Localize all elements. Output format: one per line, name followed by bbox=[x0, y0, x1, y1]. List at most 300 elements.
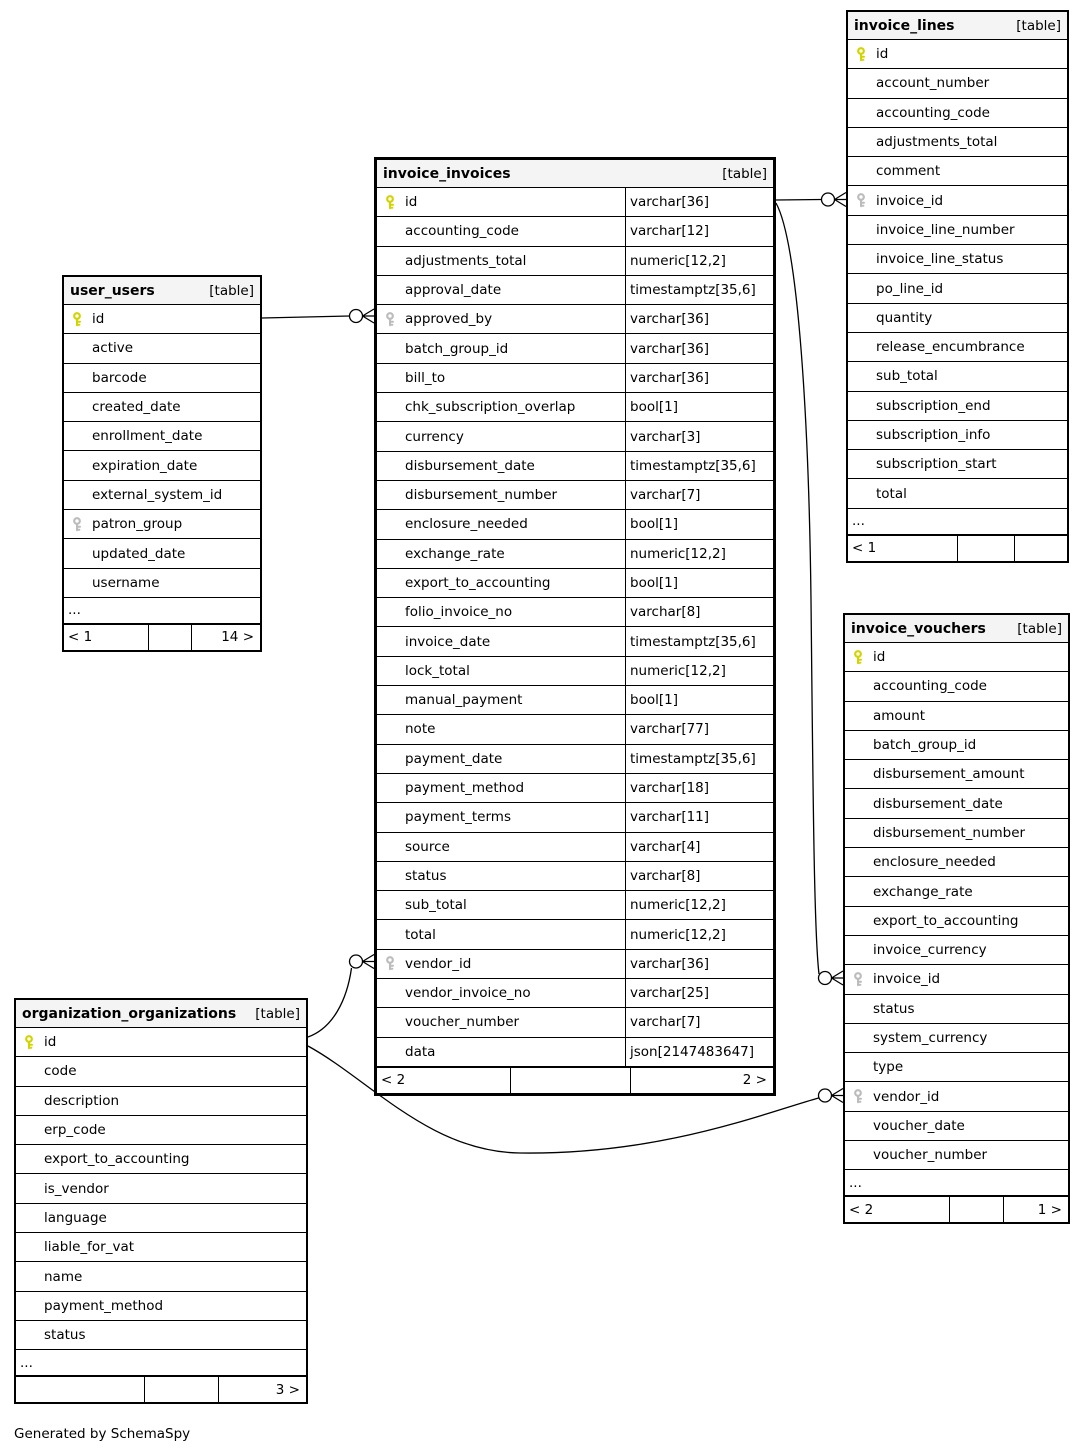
key-spacer bbox=[383, 253, 397, 268]
key-spacer bbox=[383, 751, 397, 766]
column-name: accounting_code bbox=[876, 104, 990, 121]
column-name: lock_total bbox=[405, 662, 470, 679]
column-name: payment_date bbox=[405, 750, 503, 767]
table-user_users bbox=[62, 275, 262, 652]
column-type: varchar[4] bbox=[625, 833, 773, 861]
key-spacer bbox=[854, 252, 868, 267]
column-type: json[2147483647] bbox=[625, 1038, 773, 1066]
footer-mid bbox=[149, 625, 192, 650]
column-name: exchange_rate bbox=[405, 545, 505, 562]
column-type: timestamptz[35,6] bbox=[625, 745, 773, 773]
table-header bbox=[16, 1000, 306, 1028]
key-spacer bbox=[383, 224, 397, 239]
column-row bbox=[377, 510, 773, 539]
column-name: updated_date bbox=[92, 545, 186, 562]
column-row bbox=[377, 686, 773, 715]
column-type: numeric[12,2] bbox=[625, 540, 773, 568]
column-name: id bbox=[876, 46, 889, 63]
column-row bbox=[377, 217, 773, 246]
column-name-cell bbox=[377, 979, 625, 1007]
column-name-cell bbox=[848, 69, 1067, 97]
column-name: account_number bbox=[876, 75, 990, 92]
column-type: varchar[36] bbox=[625, 364, 773, 392]
column-row bbox=[16, 1028, 306, 1057]
column-row bbox=[377, 862, 773, 891]
key-spacer bbox=[22, 1240, 36, 1255]
column-row bbox=[845, 995, 1068, 1024]
column-name-cell bbox=[377, 891, 625, 919]
column-row bbox=[848, 186, 1067, 215]
column-name: vendor_id bbox=[405, 955, 472, 972]
footer-related-left: < 1 bbox=[64, 625, 149, 650]
column-name-cell bbox=[377, 950, 625, 978]
column-row bbox=[377, 188, 773, 217]
column-type: timestamptz[35,6] bbox=[625, 276, 773, 304]
key-spacer bbox=[383, 927, 397, 942]
key-spacer bbox=[383, 810, 397, 825]
key-spacer bbox=[383, 458, 397, 473]
table-organization_organizations bbox=[14, 998, 308, 1404]
column-type: bool[1] bbox=[625, 393, 773, 421]
column-name-cell bbox=[64, 510, 260, 538]
key-spacer bbox=[854, 222, 868, 237]
column-row bbox=[64, 364, 260, 393]
key-spacer bbox=[851, 855, 865, 870]
column-name-cell bbox=[377, 334, 625, 362]
column-row bbox=[845, 702, 1068, 731]
key-spacer bbox=[70, 370, 84, 385]
column-name: sub_total bbox=[876, 368, 938, 385]
primary-key-icon bbox=[851, 650, 865, 665]
column-type: timestamptz[35,6] bbox=[625, 627, 773, 655]
column-name-cell bbox=[845, 1112, 1068, 1140]
column-name-cell bbox=[377, 598, 625, 626]
column-row bbox=[848, 479, 1067, 508]
column-row bbox=[845, 760, 1068, 789]
column-name: release_encumbrance bbox=[876, 339, 1025, 356]
key-spacer bbox=[383, 663, 397, 678]
key-spacer bbox=[383, 576, 397, 591]
column-name: id bbox=[873, 649, 886, 666]
relation-user_users-invoice_invoices bbox=[262, 309, 374, 323]
column-name: chk_subscription_overlap bbox=[405, 399, 576, 416]
column-type: bool[1] bbox=[625, 510, 773, 538]
primary-key-icon bbox=[383, 195, 397, 210]
column-name: voucher_number bbox=[873, 1147, 988, 1164]
column-name-cell bbox=[848, 40, 1067, 68]
column-row bbox=[64, 481, 260, 510]
column-name-cell bbox=[845, 907, 1068, 935]
column-row bbox=[377, 364, 773, 393]
more-columns-ellipsis: ... bbox=[845, 1170, 1068, 1196]
column-name-cell bbox=[377, 774, 625, 802]
column-row bbox=[377, 334, 773, 363]
key-spacer bbox=[383, 839, 397, 854]
column-name-cell bbox=[16, 1057, 306, 1085]
key-spacer bbox=[851, 913, 865, 928]
column-name: type bbox=[873, 1059, 904, 1076]
key-spacer bbox=[854, 76, 868, 91]
column-name: note bbox=[405, 721, 436, 738]
column-row bbox=[845, 1141, 1068, 1170]
column-type: varchar[36] bbox=[625, 950, 773, 978]
column-name: subscription_start bbox=[876, 456, 997, 473]
column-name-cell bbox=[64, 364, 260, 392]
column-row bbox=[377, 979, 773, 1008]
column-type: varchar[25] bbox=[625, 979, 773, 1007]
column-row bbox=[16, 1233, 306, 1262]
footer-related-left: < 2 bbox=[845, 1197, 950, 1222]
table-title: organization_organizations bbox=[22, 1005, 237, 1022]
column-name-cell bbox=[16, 1145, 306, 1173]
column-name-cell bbox=[377, 510, 625, 538]
column-name: invoice_date bbox=[405, 633, 491, 650]
key-spacer bbox=[851, 1118, 865, 1133]
column-name-cell bbox=[377, 862, 625, 890]
column-name: batch_group_id bbox=[873, 737, 977, 754]
table-tag: [table] bbox=[722, 165, 767, 182]
key-spacer bbox=[383, 693, 397, 708]
column-row bbox=[377, 627, 773, 656]
column-row bbox=[377, 481, 773, 510]
column-name: payment_terms bbox=[405, 809, 511, 826]
column-row bbox=[845, 1024, 1068, 1053]
column-name: quantity bbox=[876, 309, 933, 326]
column-type: varchar[8] bbox=[625, 598, 773, 626]
key-spacer bbox=[383, 1015, 397, 1030]
key-spacer bbox=[70, 575, 84, 590]
key-spacer bbox=[851, 1001, 865, 1016]
column-row bbox=[16, 1145, 306, 1174]
table-tag: [table] bbox=[1017, 620, 1062, 637]
column-name-cell bbox=[845, 1024, 1068, 1052]
column-row bbox=[16, 1262, 306, 1291]
column-name: currency bbox=[405, 428, 464, 445]
more-columns-ellipsis: ... bbox=[16, 1350, 306, 1376]
column-name-cell bbox=[845, 995, 1068, 1023]
column-name: export_to_accounting bbox=[44, 1151, 190, 1168]
key-spacer bbox=[851, 825, 865, 840]
column-row bbox=[377, 393, 773, 422]
column-name: expiration_date bbox=[92, 457, 198, 474]
column-type: varchar[36] bbox=[625, 188, 773, 216]
column-row bbox=[377, 803, 773, 832]
column-row bbox=[16, 1174, 306, 1203]
key-spacer bbox=[383, 781, 397, 796]
column-name: status bbox=[44, 1327, 86, 1344]
column-name: manual_payment bbox=[405, 692, 523, 709]
column-name-cell bbox=[377, 422, 625, 450]
table-title: invoice_invoices bbox=[383, 165, 511, 182]
column-name: status bbox=[873, 1000, 915, 1017]
column-name: source bbox=[405, 838, 450, 855]
table-title: invoice_lines bbox=[854, 17, 955, 34]
key-spacer bbox=[851, 796, 865, 811]
column-name: invoice_line_status bbox=[876, 251, 1004, 268]
column-name-cell bbox=[16, 1292, 306, 1320]
key-spacer bbox=[383, 986, 397, 1001]
column-row bbox=[377, 247, 773, 276]
column-name-cell bbox=[377, 540, 625, 568]
key-spacer bbox=[383, 429, 397, 444]
key-spacer bbox=[851, 1148, 865, 1163]
relation-invoice_invoices-invoice_lines bbox=[776, 193, 846, 207]
column-name-cell bbox=[845, 1053, 1068, 1081]
key-spacer bbox=[22, 1064, 36, 1079]
column-name-cell bbox=[377, 393, 625, 421]
column-name: username bbox=[92, 574, 160, 591]
column-name: enclosure_needed bbox=[405, 516, 528, 533]
column-name: voucher_date bbox=[873, 1117, 965, 1134]
column-row bbox=[845, 672, 1068, 701]
column-row bbox=[377, 745, 773, 774]
key-spacer bbox=[851, 943, 865, 958]
column-row bbox=[845, 789, 1068, 818]
column-name: id bbox=[405, 194, 418, 211]
column-type: varchar[36] bbox=[625, 305, 773, 333]
column-name: system_currency bbox=[873, 1030, 988, 1046]
table-invoice_lines bbox=[846, 10, 1069, 563]
table-footer bbox=[64, 624, 260, 650]
column-row bbox=[16, 1204, 306, 1233]
column-name: language bbox=[44, 1209, 107, 1226]
column-row bbox=[377, 950, 773, 979]
column-name-cell bbox=[377, 217, 625, 245]
key-spacer bbox=[70, 546, 84, 561]
column-name: voucher_number bbox=[405, 1014, 520, 1031]
generator-credit: Generated by SchemaSpy bbox=[14, 1426, 191, 1442]
column-name: export_to_accounting bbox=[873, 912, 1019, 929]
column-name: active bbox=[92, 340, 134, 357]
column-row bbox=[848, 450, 1067, 479]
column-row bbox=[845, 1053, 1068, 1082]
key-spacer bbox=[851, 884, 865, 899]
column-name: exchange_rate bbox=[873, 883, 973, 900]
column-name: subscription_info bbox=[876, 427, 991, 443]
column-name-cell bbox=[848, 274, 1067, 302]
column-name: disbursement_date bbox=[873, 795, 1003, 812]
key-spacer bbox=[383, 1044, 397, 1059]
column-row bbox=[845, 936, 1068, 965]
column-row bbox=[377, 891, 773, 920]
column-name-cell bbox=[64, 393, 260, 421]
key-spacer bbox=[70, 341, 84, 356]
key-spacer bbox=[383, 400, 397, 415]
column-name-cell bbox=[845, 702, 1068, 730]
column-row bbox=[845, 907, 1068, 936]
column-name-cell bbox=[845, 1141, 1068, 1169]
foreign-key-icon bbox=[383, 956, 397, 971]
column-type: varchar[3] bbox=[625, 422, 773, 450]
footer-mid bbox=[145, 1377, 219, 1402]
column-row bbox=[377, 276, 773, 305]
column-row bbox=[845, 819, 1068, 848]
column-name-cell bbox=[848, 392, 1067, 420]
footer-related-right: 2 > bbox=[742, 1072, 767, 1089]
column-name-cell bbox=[16, 1204, 306, 1232]
relation-invoice_invoices-invoice_vouchers bbox=[776, 203, 843, 985]
column-row bbox=[64, 539, 260, 568]
column-row bbox=[377, 715, 773, 744]
key-spacer bbox=[851, 1031, 865, 1046]
column-name-cell bbox=[377, 745, 625, 773]
column-row bbox=[64, 422, 260, 451]
column-row bbox=[848, 69, 1067, 98]
table-footer bbox=[848, 535, 1067, 561]
column-name: disbursement_date bbox=[405, 457, 535, 474]
column-name: disbursement_number bbox=[873, 824, 1026, 841]
column-name-cell bbox=[377, 276, 625, 304]
column-row bbox=[848, 40, 1067, 69]
column-name-cell bbox=[848, 128, 1067, 156]
column-row bbox=[848, 333, 1067, 362]
column-name-cell bbox=[377, 452, 625, 480]
table-tag: [table] bbox=[209, 282, 254, 299]
column-type: varchar[11] bbox=[625, 803, 773, 831]
column-row bbox=[377, 774, 773, 803]
column-name-cell bbox=[16, 1116, 306, 1144]
foreign-key-icon bbox=[70, 517, 84, 532]
column-name-cell bbox=[845, 643, 1068, 671]
column-row bbox=[64, 305, 260, 334]
column-name-cell bbox=[848, 421, 1067, 449]
column-type: varchar[18] bbox=[625, 774, 773, 802]
column-name-cell bbox=[377, 305, 625, 333]
column-name-cell bbox=[845, 1082, 1068, 1110]
column-name: total bbox=[405, 926, 436, 943]
column-name-cell bbox=[64, 451, 260, 479]
column-name: adjustments_total bbox=[405, 252, 527, 269]
column-name-cell bbox=[16, 1262, 306, 1290]
column-name-cell bbox=[848, 333, 1067, 361]
column-row bbox=[64, 569, 260, 598]
column-row bbox=[848, 128, 1067, 157]
column-name: is_vendor bbox=[44, 1180, 109, 1197]
column-name-cell bbox=[377, 920, 625, 948]
foreign-key-icon bbox=[851, 1089, 865, 1104]
column-name-cell bbox=[845, 936, 1068, 964]
column-name-cell bbox=[16, 1233, 306, 1261]
key-spacer bbox=[851, 679, 865, 694]
relation-organization_organizations-invoice_invoices bbox=[308, 955, 374, 1038]
key-spacer bbox=[383, 517, 397, 532]
primary-key-icon bbox=[70, 312, 84, 327]
key-spacer bbox=[854, 428, 868, 443]
column-name: adjustments_total bbox=[876, 134, 998, 151]
key-spacer bbox=[383, 722, 397, 737]
column-name-cell bbox=[845, 731, 1068, 759]
primary-key-icon bbox=[22, 1035, 36, 1050]
column-row bbox=[845, 1082, 1068, 1111]
column-name: patron_group bbox=[92, 516, 183, 533]
column-type: numeric[12,2] bbox=[625, 920, 773, 948]
table-footer bbox=[377, 1067, 773, 1093]
column-name-cell bbox=[845, 819, 1068, 847]
table-title: invoice_vouchers bbox=[851, 620, 986, 637]
table-invoice_invoices bbox=[374, 157, 776, 1096]
column-row bbox=[377, 422, 773, 451]
key-spacer bbox=[854, 486, 868, 501]
key-spacer bbox=[383, 488, 397, 503]
column-row bbox=[377, 540, 773, 569]
column-name-cell bbox=[64, 569, 260, 597]
key-spacer bbox=[383, 370, 397, 385]
column-name-cell bbox=[377, 715, 625, 743]
column-name: data bbox=[405, 1043, 436, 1060]
column-row bbox=[377, 1008, 773, 1037]
column-row bbox=[16, 1057, 306, 1086]
column-name: comment bbox=[876, 163, 941, 180]
key-spacer bbox=[851, 1060, 865, 1075]
column-name-cell bbox=[848, 216, 1067, 244]
key-spacer bbox=[854, 398, 868, 413]
column-name-cell bbox=[845, 789, 1068, 817]
column-name-cell bbox=[848, 157, 1067, 185]
column-name-cell bbox=[848, 450, 1067, 478]
footer-related-left: < 2 bbox=[377, 1068, 511, 1093]
foreign-key-icon bbox=[383, 312, 397, 327]
column-row bbox=[16, 1321, 306, 1350]
column-name-cell bbox=[848, 99, 1067, 127]
column-row bbox=[64, 451, 260, 480]
column-row bbox=[848, 274, 1067, 303]
footer-related-left bbox=[16, 1377, 145, 1402]
column-name: vendor_invoice_no bbox=[405, 985, 531, 1002]
column-name-cell bbox=[377, 627, 625, 655]
column-name-cell bbox=[848, 362, 1067, 390]
column-row bbox=[16, 1116, 306, 1145]
key-spacer bbox=[70, 487, 84, 502]
column-name: total bbox=[876, 485, 907, 502]
column-row bbox=[16, 1292, 306, 1321]
column-name-cell bbox=[845, 965, 1068, 993]
column-row bbox=[848, 304, 1067, 333]
column-row bbox=[848, 216, 1067, 245]
key-spacer bbox=[70, 458, 84, 473]
key-spacer bbox=[383, 546, 397, 561]
column-name-cell bbox=[64, 305, 260, 333]
footer-mid bbox=[958, 536, 1015, 561]
column-name: export_to_accounting bbox=[405, 575, 551, 591]
column-row bbox=[848, 157, 1067, 186]
column-row bbox=[377, 1038, 773, 1067]
column-name-cell bbox=[848, 186, 1067, 214]
column-name: description bbox=[44, 1092, 120, 1109]
footer-related-right bbox=[1015, 536, 1067, 561]
column-row bbox=[377, 657, 773, 686]
column-name: external_system_id bbox=[92, 486, 223, 503]
column-name: payment_method bbox=[44, 1297, 164, 1314]
column-name: invoice_currency bbox=[873, 942, 987, 959]
primary-key-icon bbox=[854, 47, 868, 62]
more-columns-ellipsis: ... bbox=[848, 509, 1067, 535]
column-row bbox=[845, 1112, 1068, 1141]
column-name: name bbox=[44, 1268, 83, 1285]
column-name-cell bbox=[845, 848, 1068, 876]
key-spacer bbox=[383, 898, 397, 913]
key-spacer bbox=[383, 868, 397, 883]
table-title: user_users bbox=[70, 282, 155, 299]
footer-related-right: 14 > bbox=[221, 629, 254, 646]
column-name: invoice_id bbox=[876, 192, 944, 209]
key-spacer bbox=[854, 281, 868, 296]
column-name: sub_total bbox=[405, 897, 467, 914]
table-header bbox=[377, 160, 773, 188]
column-row bbox=[845, 877, 1068, 906]
foreign-key-icon bbox=[854, 193, 868, 208]
column-row bbox=[848, 421, 1067, 450]
column-name: liable_for_vat bbox=[44, 1239, 135, 1256]
